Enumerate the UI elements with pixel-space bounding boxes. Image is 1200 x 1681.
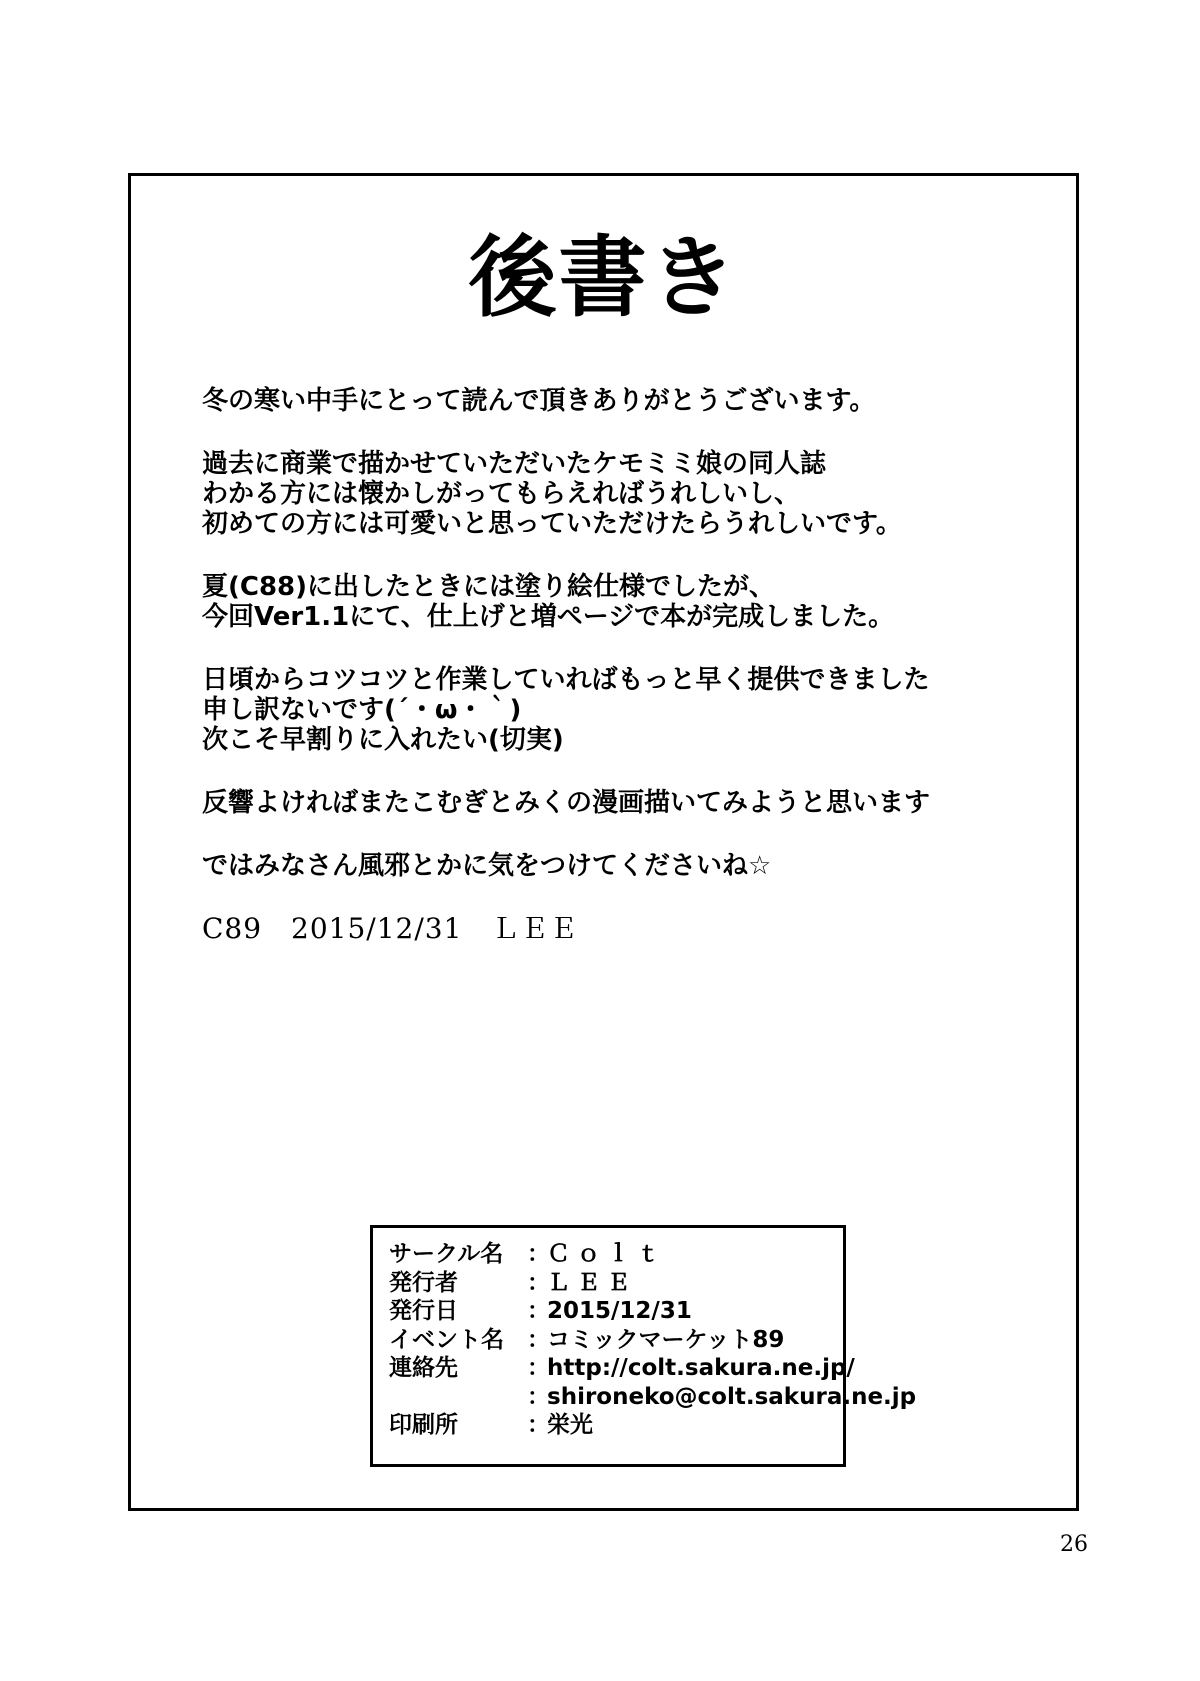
colophon-row (389, 1297, 843, 1326)
colophon-label: 発行者 (389, 1269, 458, 1296)
colophon-label: 印刷所 (389, 1412, 458, 1438)
colophon-separator: ： (527, 1298, 550, 1324)
colophon-separator: ： (527, 1412, 550, 1438)
colophon-value: コミックマーケット89 (547, 1326, 785, 1353)
afterword-line: 初めての方には可愛いと思っていただけたらうれしいです。 (202, 509, 902, 539)
colophon-row (389, 1326, 843, 1355)
afterword-line: 次こそ早割りに入れたい(切実) (202, 725, 564, 755)
page-number: 26 (1060, 1532, 1088, 1557)
afterword-line: ではみなさん風邪とかに気をつけてくださいね☆ (202, 851, 772, 881)
colophon-label: イベント名 (389, 1326, 504, 1353)
afterword-line: 日頃からコツコツと作業していればもっと早く提供できました (202, 665, 930, 695)
afterword-line: 夏(C88)に出したときには塗り絵仕様でしたが、 (202, 572, 776, 602)
afterword-line: わかる方には懐かしがってもらえればうれしいし、 (202, 479, 801, 509)
afterword-line: 今回Ver1.1にて、仕上げと増ページで本が完成しました。 (202, 602, 895, 632)
afterword-frame (128, 173, 1079, 1511)
afterword-paragraph (202, 788, 1062, 818)
colophon-value: ＬＥＥ (547, 1269, 637, 1296)
colophon-row (389, 1383, 917, 1412)
afterword-line: 過去に商業で描かせていただいたケモミミ娘の同人誌 (202, 449, 827, 479)
afterword-line: 反響よければまたこむぎとみくの漫画描いてみようと思います (202, 788, 931, 818)
colophon-separator: ： (527, 1241, 550, 1267)
colophon-label: サークル名 (389, 1241, 504, 1267)
colophon-separator: ： (527, 1269, 550, 1296)
colophon-value: shironeko@colt.sakura.ne.jp (547, 1383, 917, 1410)
page-title: 後書き (468, 226, 739, 329)
signature: C89 2015/12/31 ＬＥＥ (202, 912, 579, 945)
afterword-paragraph (202, 449, 1062, 539)
afterword-body (202, 386, 1062, 977)
colophon-box (370, 1225, 917, 1467)
colophon-separator: ： (527, 1383, 550, 1410)
afterword-paragraph (202, 851, 1062, 881)
colophon-label (389, 1383, 527, 1412)
colophon-value: http://colt.sakura.ne.jp/ (547, 1355, 855, 1381)
afterword-paragraph (202, 665, 1062, 755)
colophon-row (389, 1411, 843, 1440)
afterword-line: 冬の寒い中手にとって読んで頂きありがとうございます。 (202, 386, 876, 416)
colophon-separator: ： (527, 1326, 550, 1353)
colophon-value: 2015/12/31 (547, 1298, 692, 1324)
colophon-row (389, 1240, 843, 1269)
colophon-label: 連絡先 (389, 1355, 458, 1381)
colophon-value: Ｃｏｌｔ (547, 1241, 667, 1267)
afterword-paragraph (202, 386, 1062, 416)
colophon-label: 発行日 (389, 1298, 458, 1324)
colophon-row (389, 1269, 843, 1298)
colophon-separator: ： (527, 1355, 550, 1381)
afterword-line: 申し訳ないです(´・ω・｀) (202, 695, 522, 725)
colophon-value: 栄光 (547, 1412, 593, 1438)
afterword-paragraph (202, 572, 1062, 632)
colophon-row (389, 1354, 855, 1383)
